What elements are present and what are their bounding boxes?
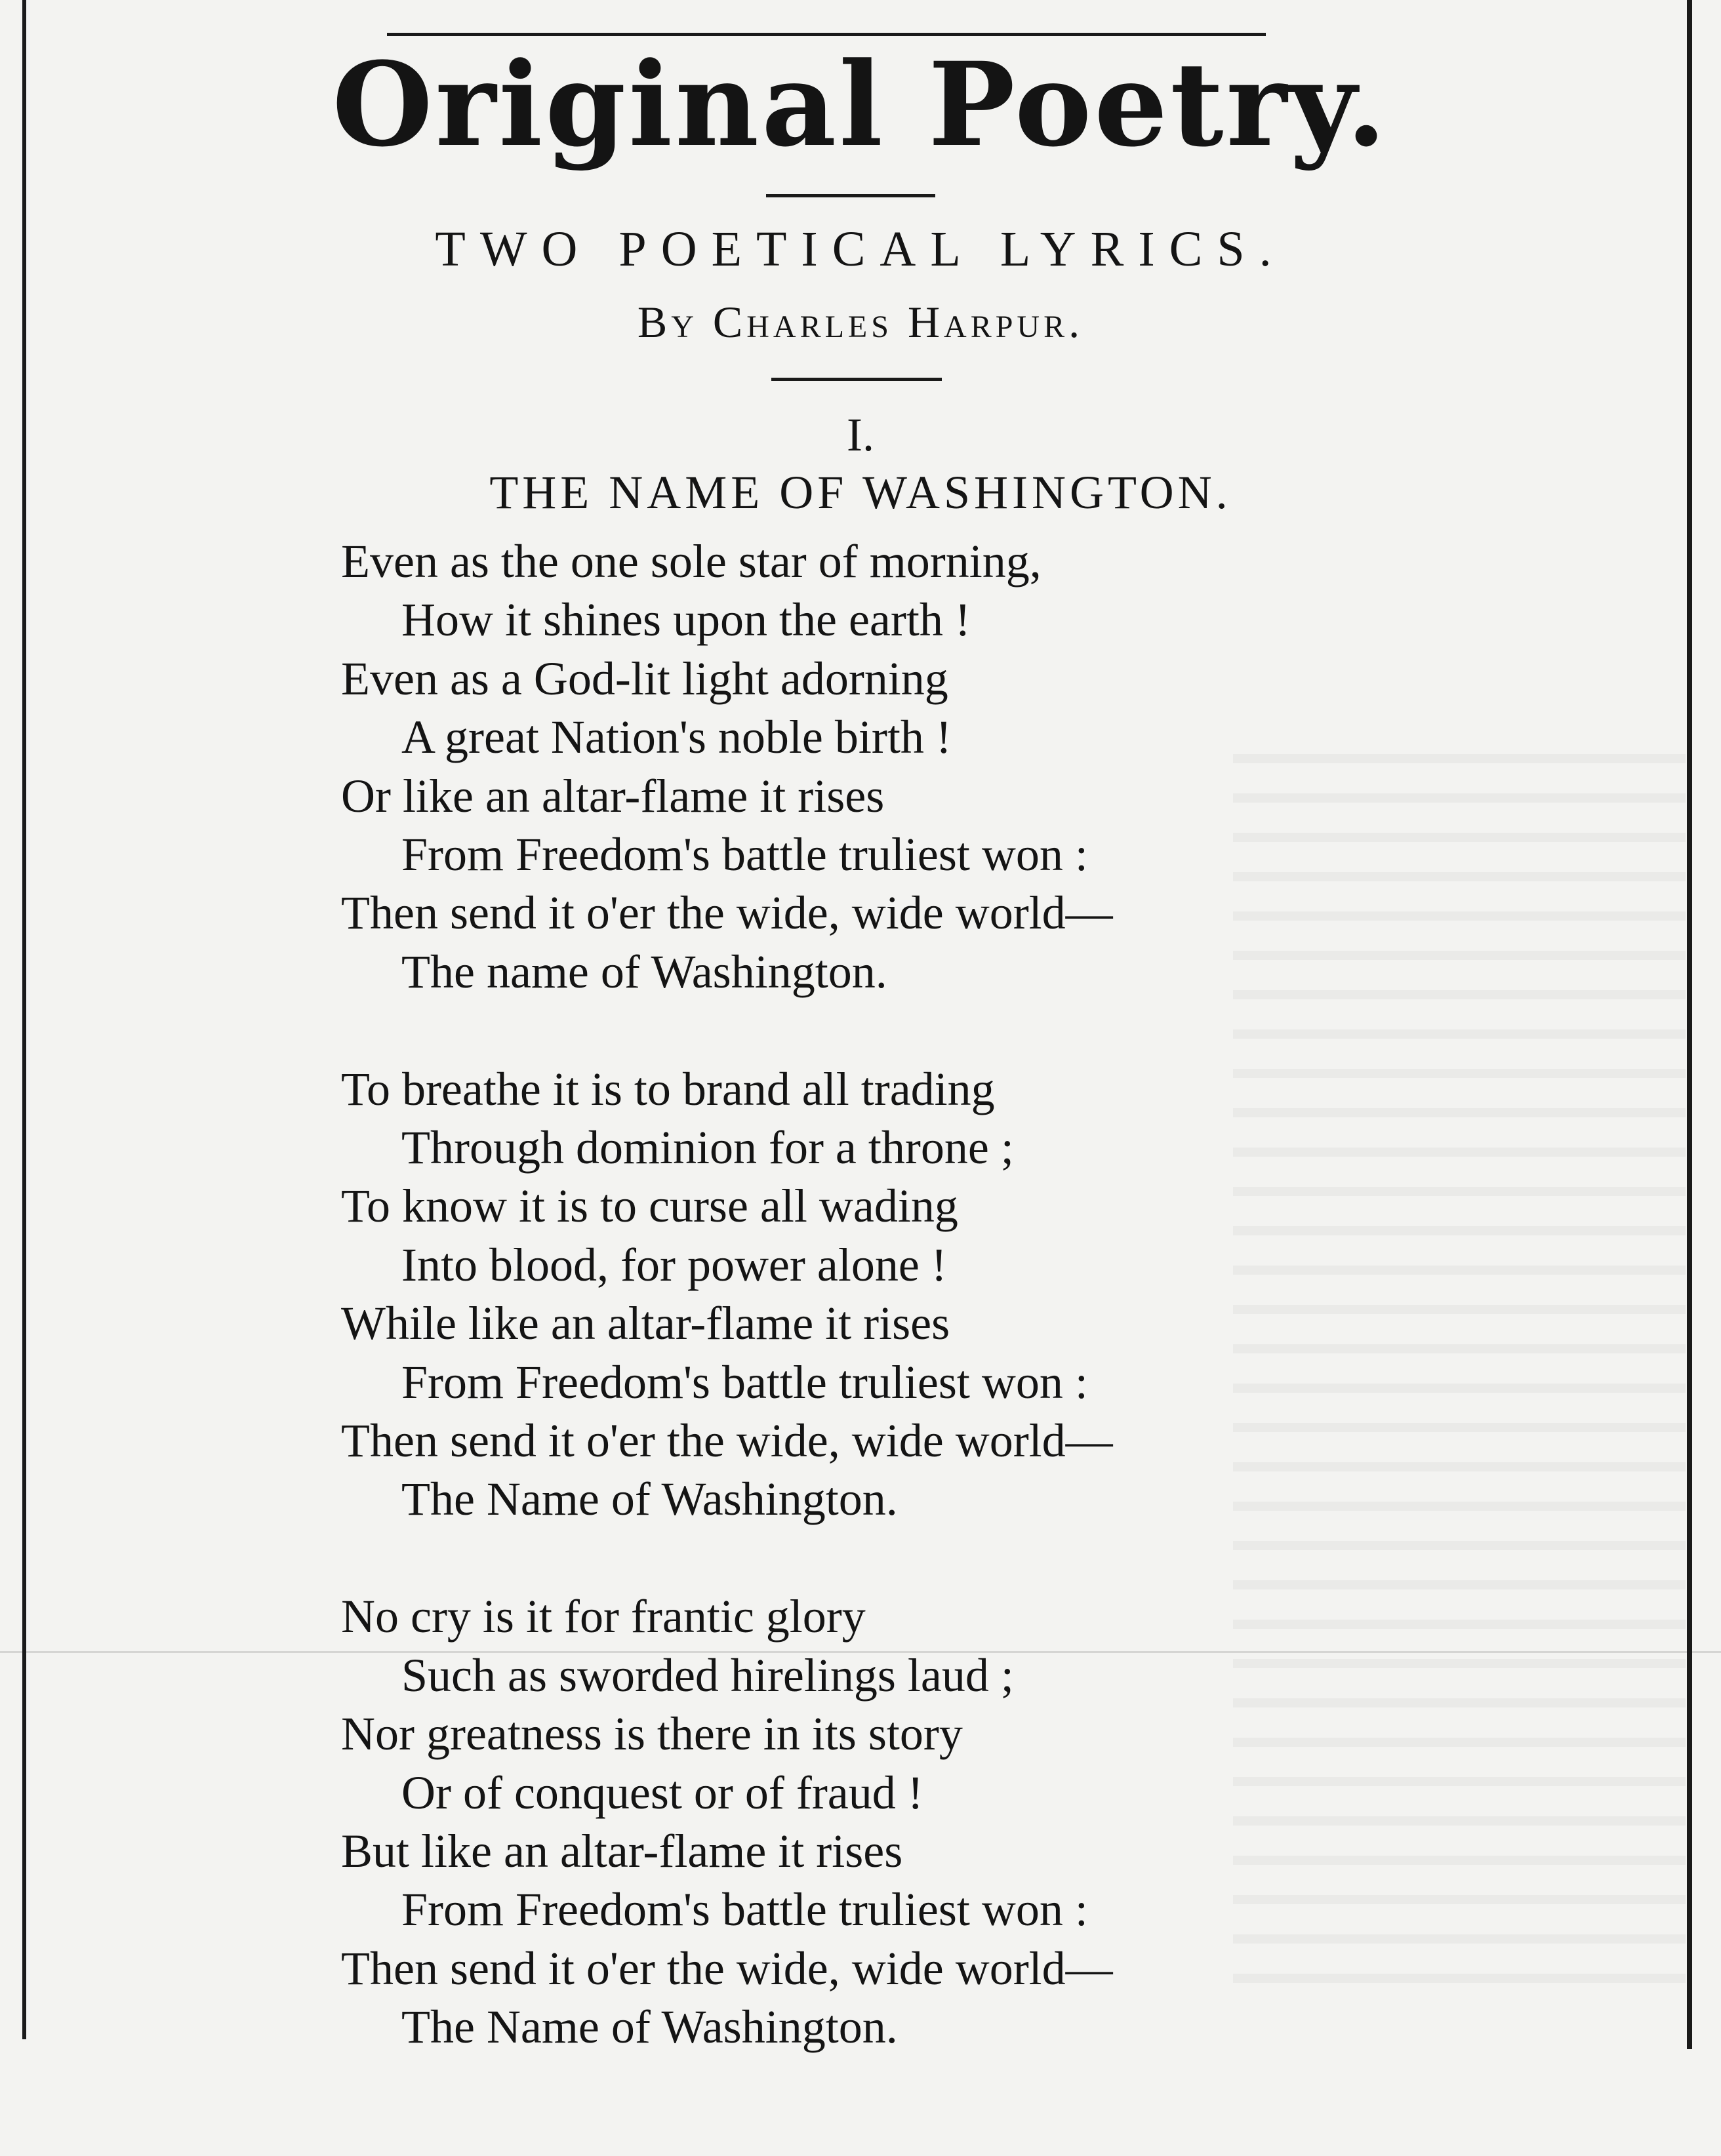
- poem-line: The name of Washington.: [401, 945, 887, 998]
- top-rule: [387, 33, 1266, 36]
- poem-line: The Name of Washington.: [401, 1473, 898, 1526]
- poem-line: From Freedom's battle truliest won :: [401, 1355, 1088, 1408]
- poem-title: THE NAME OF WASHINGTON.: [489, 466, 1232, 519]
- poem-line: To know it is to curse all wading: [341, 1180, 958, 1233]
- poem-line: How it shines upon the earth !: [401, 593, 971, 647]
- poem-line: Even as a God-lit light adorning: [341, 652, 948, 705]
- poem-line: Or like an altar-flame it rises: [341, 769, 885, 822]
- divider-rule: [771, 378, 942, 381]
- poem-line: From Freedom's battle truliest won :: [401, 828, 1088, 881]
- poem-line: Then send it o'er the wide, wide world—: [341, 1942, 1113, 1995]
- poem-line: Nor greatness is there in its story: [341, 1707, 963, 1761]
- poem-line: Such as sworded hirelings laud ;: [401, 1648, 1014, 1702]
- stanza: [341, 532, 1456, 1001]
- poem-line: But like an altar-flame it rises: [341, 1824, 903, 1877]
- poem-line: No cry is it for frantic glory: [341, 1590, 866, 1643]
- poem-line: The Name of Washington.: [401, 2001, 898, 2054]
- poem-number: I.: [847, 409, 874, 461]
- poem-line: While like an altar-flame it rises: [341, 1297, 950, 1350]
- stanza: [341, 1587, 1456, 2056]
- poem-line: A great Nation's noble birth !: [401, 711, 952, 764]
- byline: By Charles Harpur.: [637, 297, 1084, 347]
- divider-rule: [766, 194, 935, 197]
- stanza: [341, 1060, 1456, 1529]
- series-title: TWO POETICAL LYRICS.: [435, 222, 1286, 277]
- poem-body: [341, 532, 1456, 2057]
- poem-line: Through dominion for a throne ;: [401, 1121, 1014, 1174]
- poem-line: Then send it o'er the wide, wide world—: [341, 1414, 1113, 1467]
- stanza-gap: [341, 1529, 1456, 1587]
- poem-line: Or of conquest or of fraud !: [401, 1766, 923, 1819]
- poem-line: To breathe it is to brand all trading: [341, 1062, 995, 1115]
- poem-line: Then send it o'er the wide, wide world—: [341, 887, 1113, 940]
- poem-line: Into blood, for power alone !: [401, 1238, 947, 1291]
- poem-line: From Freedom's battle truliest won :: [401, 1883, 1088, 1936]
- poem-line: Even as the one sole star of morning,: [341, 535, 1042, 588]
- section-masthead: Original Poetry.: [332, 37, 1389, 172]
- stanza-gap: [341, 1001, 1456, 1060]
